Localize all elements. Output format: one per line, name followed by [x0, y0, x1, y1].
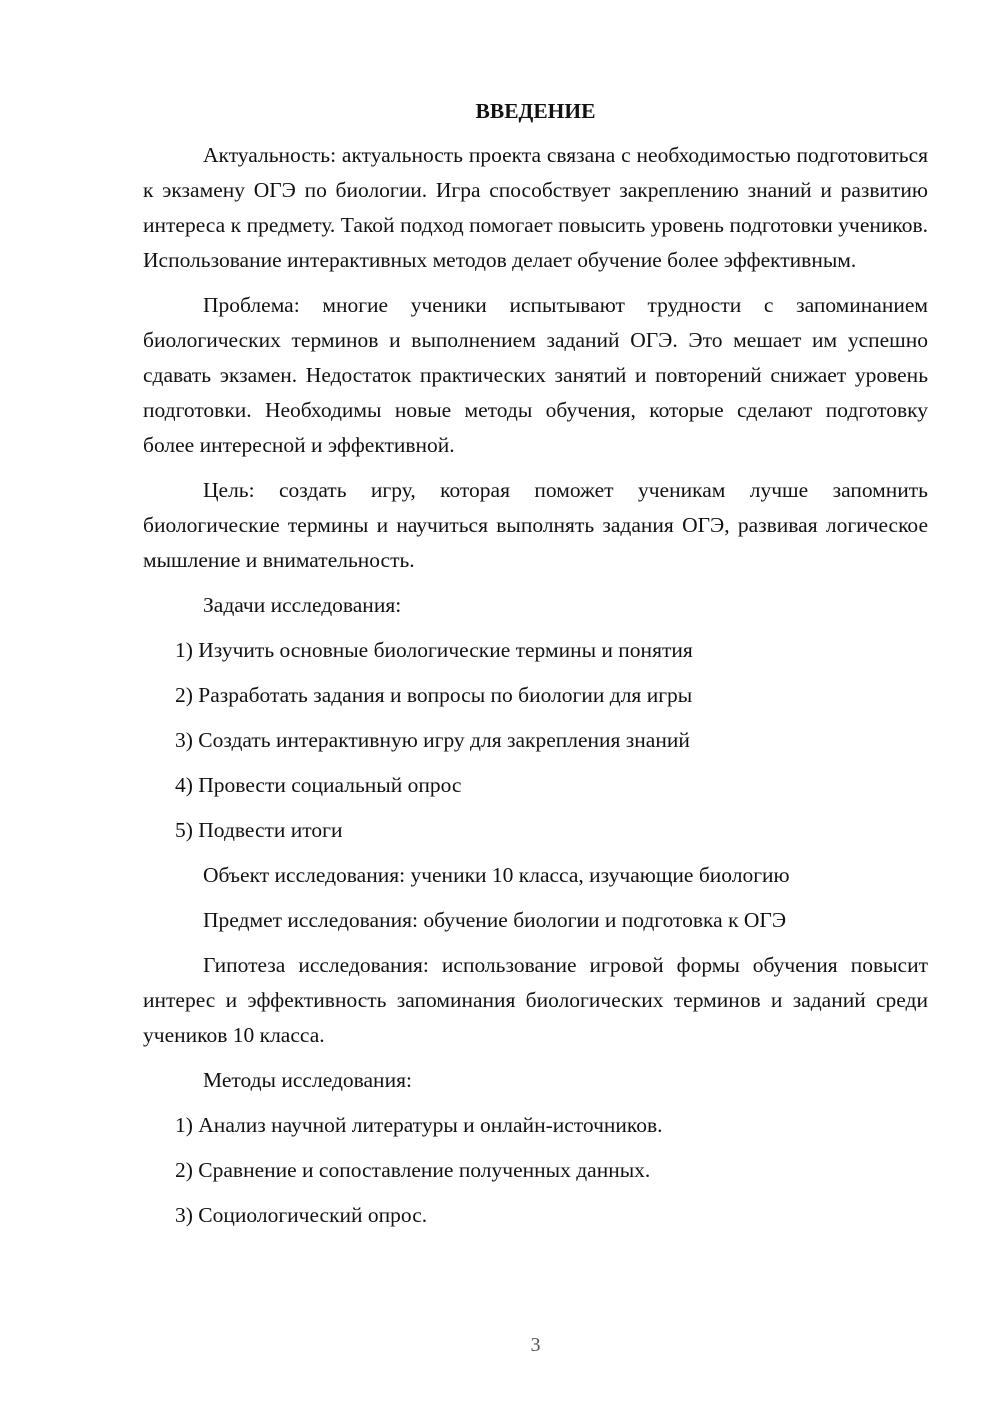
- problem-paragraph: Проблема: многие ученики испытывают трудности с запоминанием биологических терминов и выполнением заданий ОГЭ. Это мешает им успешно сдавать экзамен. Недостаток практических занятий и повторений снижает уровень подготовки. Необходимы новые методы обучения, которые сделают подготовку более интересной и эффективной.: [143, 293, 928, 457]
- task-item: 5) Подвести итоги: [175, 818, 343, 842]
- relevance-paragraph: Актуальность: актуальность проекта связана с необходимостью подготовиться к экзамену ОГЭ по биологии. Игра способствует закреплению знаний и развитию интереса к предмету. Такой подход помогает повысить уровень подготовки учеников. Использование интерактивных методов делает обучение более эффективным.: [143, 143, 928, 272]
- page-number: 3: [530, 1334, 541, 1356]
- method-item: 2) Сравнение и сопоставление полученных данных.: [175, 1158, 651, 1182]
- section-title: ВВЕДЕНИЕ: [475, 99, 596, 123]
- goal-paragraph: Цель: создать игру, которая поможет ученикам лучше запомнить биологические термины и научиться выполнять задания ОГЭ, развивая логическое мышление и внимательность.: [143, 478, 928, 572]
- task-item: 4) Провести социальный опрос: [175, 773, 462, 797]
- subject-paragraph: Предмет исследования: обучение биологии и подготовка к ОГЭ: [203, 908, 787, 932]
- object-paragraph: Объект исследования: ученики 10 класса, изучающие биологию: [203, 863, 790, 887]
- method-item: 1) Анализ научной литературы и онлайн-источников.: [175, 1113, 663, 1137]
- tasks-list: [143, 633, 928, 848]
- task-item: 1) Изучить основные биологические термины и понятия: [175, 638, 693, 662]
- task-item: 2) Разработать задания и вопросы по биологии для игры: [175, 683, 693, 707]
- tasks-label: Задачи исследования:: [203, 593, 402, 617]
- method-item: 3) Социологический опрос.: [175, 1203, 428, 1227]
- task-item: 3) Создать интерактивную игру для закрепления знаний: [175, 728, 690, 752]
- methods-list: [143, 1108, 928, 1233]
- hypothesis-paragraph: Гипотеза исследования: использование игровой формы обучения повысит интерес и эффективность запоминания биологических терминов и заданий среди учеников 10 класса.: [143, 953, 928, 1047]
- methods-label: Методы исследования:: [203, 1068, 412, 1092]
- document-page: [143, 94, 928, 1243]
